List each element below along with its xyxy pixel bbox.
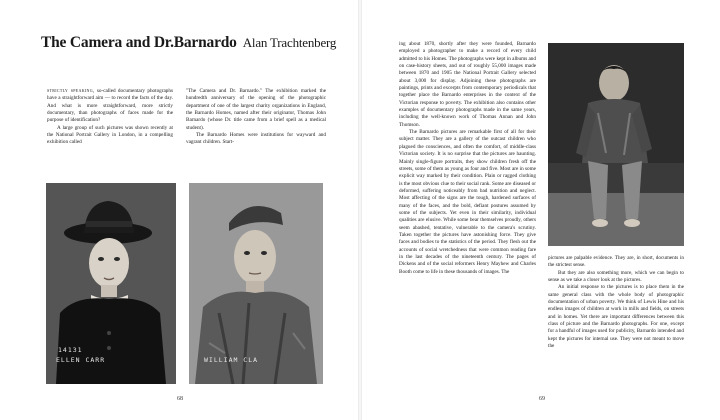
photo-seated-boy [548, 43, 684, 246]
left-column-1 [47, 88, 173, 147]
left-column-2 [186, 88, 326, 147]
col1-paragraph-1: so-called documentary photographs have a straightforward aim — to record the facts of the day. And what is more straightforward, more strictly documentary, than photographs of faces made for the purpose of identification? [47, 88, 174, 124]
book-gutter [358, 0, 362, 420]
article-title [41, 34, 336, 52]
author-name: Alan Trachtenberg [242, 35, 337, 50]
right-side-paragraph-1: pictures are palpable evidence. They are, in short, documents in the strictest sense. [548, 255, 684, 269]
opening-smallcaps: strictly speaking, [47, 88, 95, 94]
right-column-side [548, 255, 684, 350]
right-main-paragraph-1: ing about 1870, shortly after they were founded, Barnardo employed a photographer to make a record of every child admitted to his Homes. The photographs were kept in albums and on case-history sheets, and out of roughly 55,000 images made between 1870 and 1905 the National Portrait Gallery selected about 3,000 for display. Adjoining these photographs are paintings, prints and excerpts from contemporary periodicals that together place the Barnardo enterprises in the context of the Victorian response to poverty. The exhibition also contains other examples of documentary photographs made in the same years, including the well-known work of Thomas Annan and John Thomson. [399, 41, 536, 128]
photo1-name: ELLEN CARR [56, 356, 106, 364]
page-number-right: 69 [539, 396, 545, 402]
col2-paragraph-2: The Barnardo Homes were institutions for wayward and vagrant children. Start- [186, 132, 326, 146]
col1-paragraph-2: A large group of such pictures was shown recently at the National Portrait Gallery in London, in a compelling exhibition called [47, 124, 173, 146]
right-side-paragraph-3: An initial response to the pictures is to place them in the same general class with the whole body of photographic documentation of urban poverty. We think of Lewis Hine and his endless images of children at work in mills and fields, on streets and in homes. Yet there are important differences between this class of picture and the Barnardo photographs. For one, except for a handful of images used for publicity, Barnardo intended and kept the pictures for internal use. They were not meant to move the [548, 284, 684, 350]
photo2-name: WILLIAM CLA [204, 356, 259, 364]
photo-william-cla [189, 183, 323, 384]
col2-paragraph-1: "The Camera and Dr. Barnardo." The exhibition marked the hundredth anniversary of the opening of the photographic department of one of the largest charity organizations in England, the Barnardo Homes, named after their originator, Thomas John Barnardo (whose Dr. title came from a brief spell as a medical student). [186, 88, 326, 131]
photo1-number: 14131 [58, 346, 83, 354]
right-column-main [399, 41, 536, 276]
title-text: The Camera and Dr.Barnardo [41, 34, 237, 51]
page-number-left: 68 [177, 396, 183, 402]
right-side-paragraph-2: But they are also something more, which we can begin to sense as we take a closer look at the pictures. [548, 269, 684, 284]
right-main-paragraph-2: The Barnardo pictures are remarkable first of all for their subject matter. They are a gallery of the outcast children who plagued the consciences, and often the comfort, of middle-class Victorian society. It is no surprise that the pictures are haunting. Mainly single-figure portraits, they show children fresh off the streets, some of them as young as four and five. Most are in some explicit way marked by their condition. Plain or ragged clothing is the most obvious clue to their social rank. Some are diseased or deformed, suffering noticeably from bad nutrition and neglect. Most affecting of the signs are the tough, hardened surfaces of many of the faces, and the bold, defiant postures assumed by some of the subjects. Yet even in their similarity, individual qualities are elusive. While some bear themselves proudly, others seem abashed, tentative, vulnerable to the camera's scrutiny. Taken together the pictures have astonishing force. They give faces and bodies to the statistics of the period. They flesh out the accounts of social wretchedness that were common reading fare in the last decades of the nineteenth century. The pages of Dickens and of the social reformers Henry Mayhew and Charles Booth come to life in these thousands of images. The [399, 129, 536, 275]
